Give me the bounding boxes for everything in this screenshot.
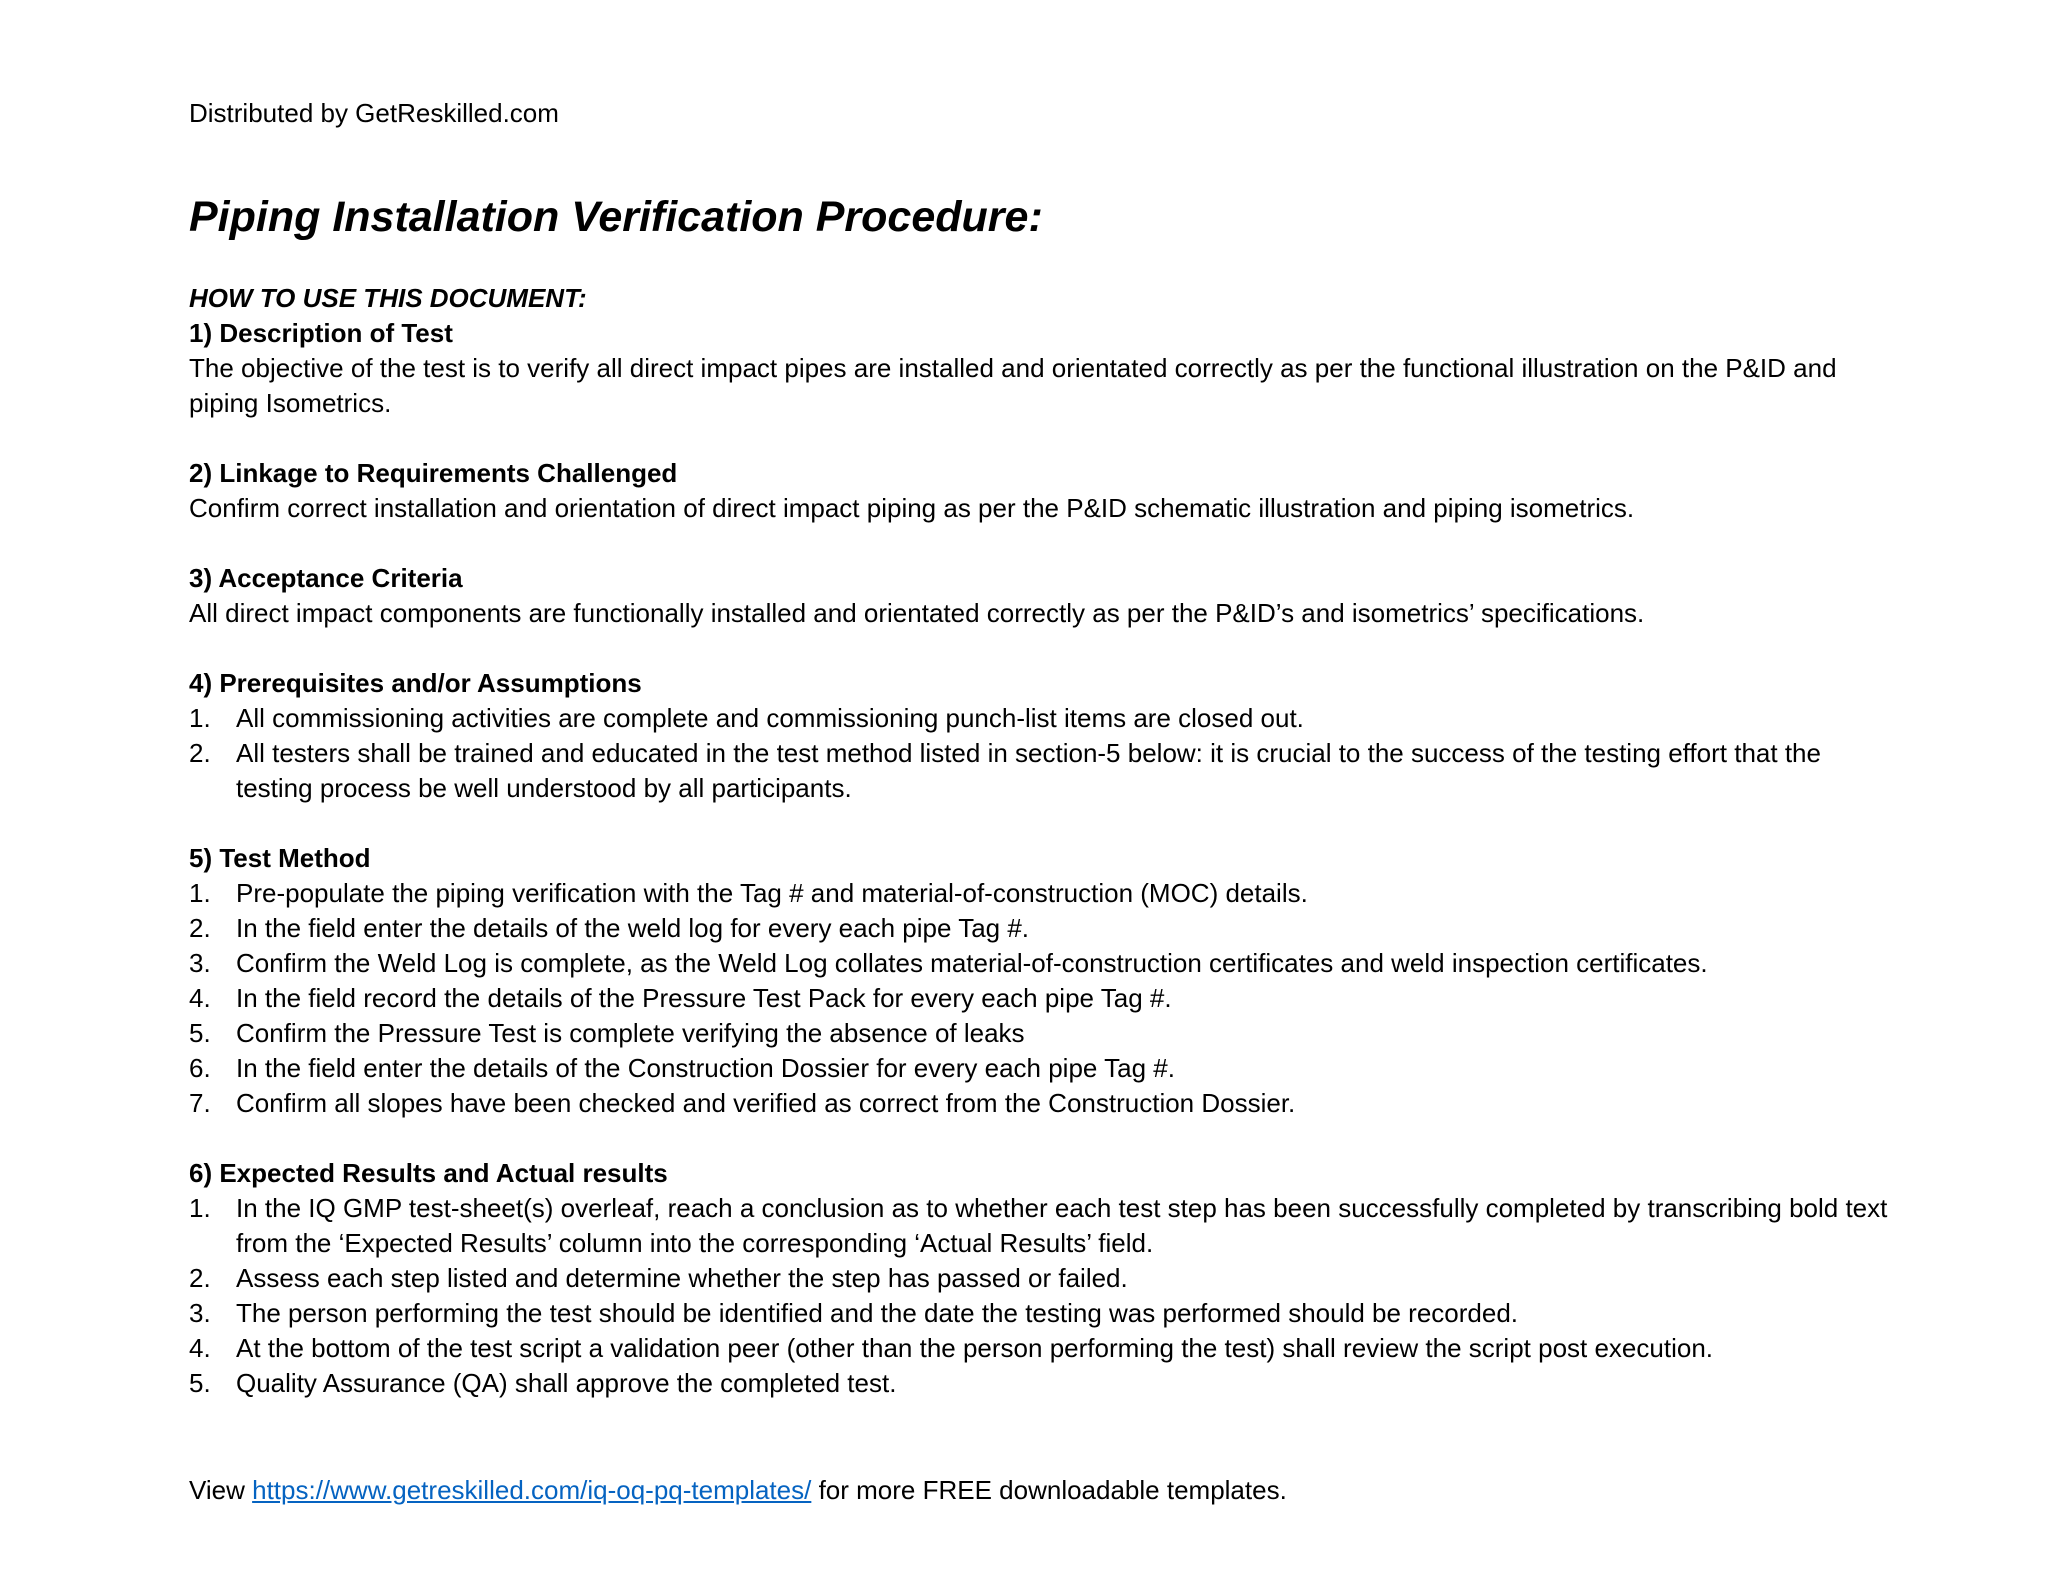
list-number: 3.	[189, 1298, 211, 1328]
list-number: 5.	[189, 1018, 211, 1048]
section-text: All direct impact components are functionally installed and orientated correctly as per the P&ID’s and isometrics’ specifications.	[189, 598, 1645, 628]
footer-line	[189, 1473, 1287, 1508]
how-to-heading: HOW TO USE THIS DOCUMENT:	[189, 283, 587, 313]
test-method-list	[189, 876, 1889, 1121]
list-text: Confirm the Weld Log is complete, as the Weld Log collates material-of-construction certificates and weld inspection certificates.	[236, 948, 1708, 978]
templates-link[interactable]: https://www.getreskilled.com/iq-oq-pq-templates/	[252, 1475, 812, 1505]
list-number: 6.	[189, 1053, 211, 1083]
list-text: At the bottom of the test script a validation peer (other than the person performing the test) shall review the script post execution.	[236, 1333, 1713, 1363]
list-text: All testers shall be trained and educated in the test method listed in section-5 below: it is crucial to the success of the testing effort that the testing process be well understood by all participants.	[236, 738, 1821, 803]
section-description-of-test	[189, 316, 1889, 421]
list-item	[189, 1296, 1889, 1331]
section-heading: 2) Linkage to Requirements Challenged	[189, 458, 678, 488]
list-number: 7.	[189, 1088, 211, 1118]
list-text: All commissioning activities are complete and commissioning punch-list items are closed out.	[236, 703, 1304, 733]
section-acceptance-criteria	[189, 561, 1889, 631]
footer-suffix: for more FREE downloadable templates.	[811, 1475, 1287, 1505]
document-body	[189, 281, 1889, 1436]
list-item	[189, 701, 1889, 736]
list-number: 5.	[189, 1368, 211, 1398]
list-text: Confirm the Pressure Test is complete verifying the absence of leaks	[236, 1018, 1025, 1048]
section-text: Confirm correct installation and orientation of direct impact piping as per the P&ID schematic illustration and piping isometrics.	[189, 493, 1635, 523]
list-item	[189, 1086, 1889, 1121]
list-text: In the field enter the details of the weld log for every each pipe Tag #.	[236, 913, 1030, 943]
list-item	[189, 911, 1889, 946]
page-title: Piping Installation Verification Procedure:	[189, 193, 1043, 241]
list-number: 4.	[189, 1333, 211, 1363]
list-item	[189, 1051, 1889, 1086]
list-number: 2.	[189, 1263, 211, 1293]
prerequisites-list	[189, 701, 1889, 806]
list-item	[189, 1261, 1889, 1296]
section-heading: 4) Prerequisites and/or Assumptions	[189, 668, 642, 698]
list-number: 1.	[189, 878, 211, 908]
list-item	[189, 1366, 1889, 1401]
list-text: Quality Assurance (QA) shall approve the completed test.	[236, 1368, 897, 1398]
list-item	[189, 1016, 1889, 1051]
list-number: 1.	[189, 1193, 211, 1223]
list-text: Assess each step listed and determine whether the step has passed or failed.	[236, 1263, 1128, 1293]
list-number: 2.	[189, 738, 211, 768]
list-number: 2.	[189, 913, 211, 943]
expected-results-list	[189, 1191, 1889, 1401]
section-heading: 1) Description of Test	[189, 318, 453, 348]
list-text: The person performing the test should be identified and the date the testing was performed should be recorded.	[236, 1298, 1519, 1328]
section-heading: 6) Expected Results and Actual results	[189, 1158, 668, 1188]
section-prerequisites	[189, 666, 1889, 806]
list-number: 4.	[189, 983, 211, 1013]
list-number: 1.	[189, 703, 211, 733]
footer-prefix: View	[189, 1475, 253, 1505]
list-text: Confirm all slopes have been checked and verified as correct from the Construction Dossier.	[236, 1088, 1296, 1118]
list-item	[189, 736, 1889, 806]
list-text: In the field enter the details of the Construction Dossier for every each pipe Tag #.	[236, 1053, 1175, 1083]
list-item	[189, 876, 1889, 911]
section-expected-results	[189, 1156, 1889, 1401]
section-test-method	[189, 841, 1889, 1121]
list-item	[189, 1331, 1889, 1366]
section-heading: 3) Acceptance Criteria	[189, 563, 463, 593]
section-text: The objective of the test is to verify all direct impact pipes are installed and orientated correctly as per the functional illustration on the P&ID and piping Isometrics.	[189, 353, 1837, 418]
section-linkage-to-requirements	[189, 456, 1889, 526]
list-item	[189, 946, 1889, 981]
distributed-by-line: Distributed by GetReskilled.com	[189, 98, 559, 128]
list-number: 3.	[189, 948, 211, 978]
list-text: Pre-populate the piping verification with the Tag # and material-of-construction (MOC) details.	[236, 878, 1308, 908]
list-text: In the IQ GMP test-sheet(s) overleaf, reach a conclusion as to whether each test step has been successfully completed by transcribing bold text from the ‘Expected Results’ column into the corresponding ‘Actual Results’ field.	[236, 1193, 1888, 1258]
list-item	[189, 1191, 1889, 1261]
section-heading: 5) Test Method	[189, 843, 371, 873]
list-text: In the field record the details of the Pressure Test Pack for every each pipe Tag #.	[236, 983, 1172, 1013]
list-item	[189, 981, 1889, 1016]
